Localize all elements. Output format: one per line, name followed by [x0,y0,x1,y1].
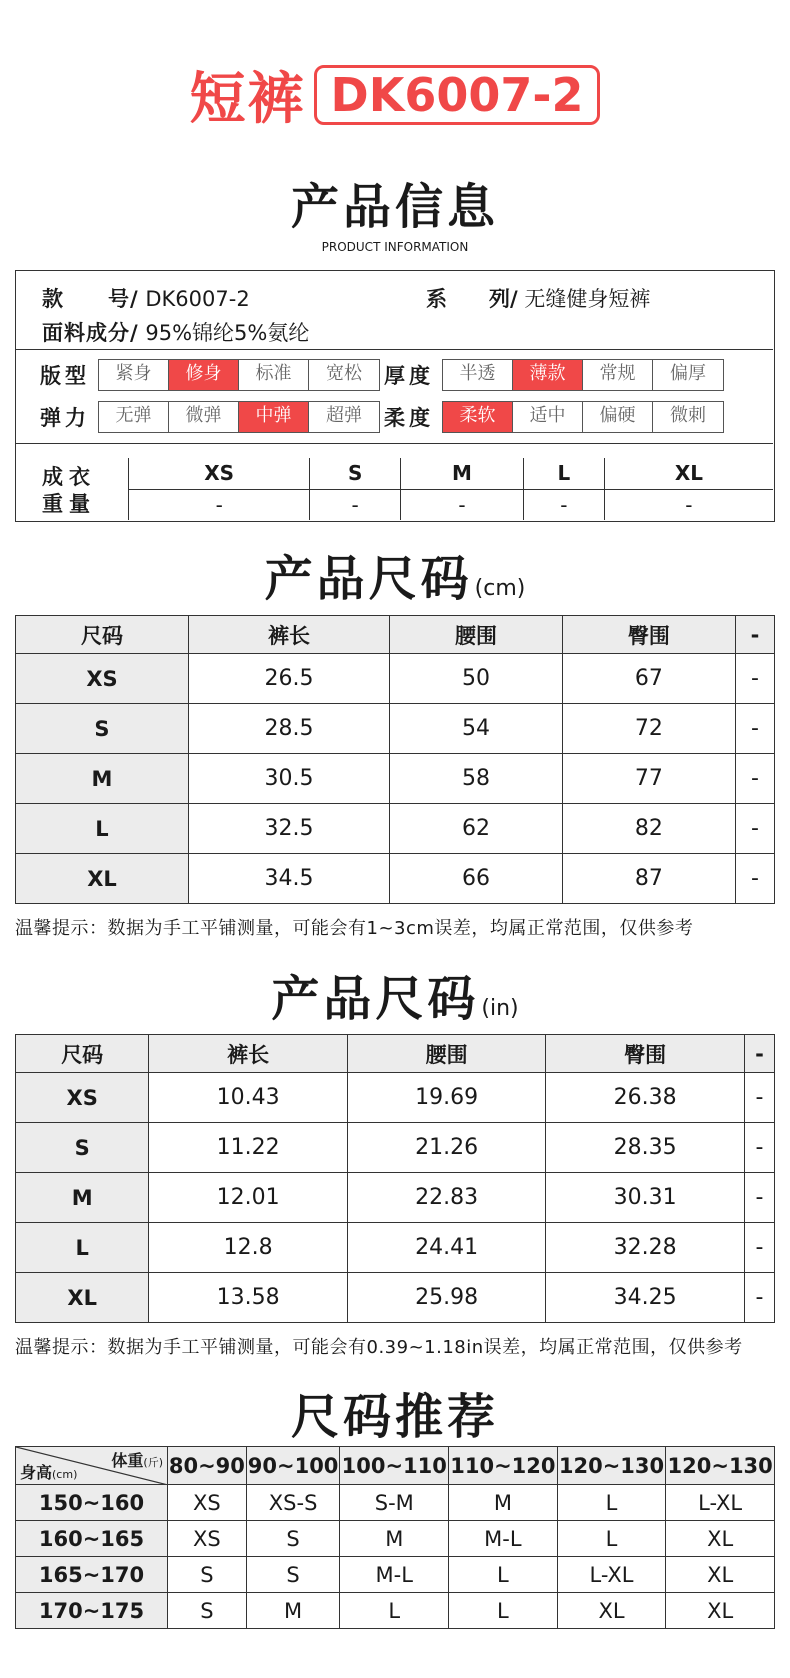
weight-value: - [523,489,604,520]
product-info-box [15,270,775,522]
table-cell: S [246,1521,340,1557]
table-cell: 30.5 [188,754,389,804]
size-recommend-title: 尺码推荐 [290,1389,499,1445]
thickness-option: 常规 [583,360,653,390]
size-cm-unit: (cm) [474,576,526,601]
table-cell: 34.5 [188,854,389,904]
table-cell: 19.69 [347,1073,545,1123]
table-cell: 11.22 [149,1123,347,1173]
table-row [16,704,775,754]
column-header: - [735,616,774,654]
table-header-row [16,1035,775,1073]
garment-weight-label: 成衣 重量 [42,465,96,516]
column-header: 臀围 [562,616,735,654]
table-cell: 34.25 [546,1273,744,1323]
product-info-title: 产品信息 [290,179,499,235]
table-row [16,654,775,704]
product-title: 短裤 [189,67,306,132]
table-cell: XL [666,1557,775,1593]
series-value: 无缝健身短裤 [524,287,651,311]
column-header: 臀围 [546,1035,744,1073]
table-cell: L [340,1593,449,1629]
table-row [16,854,775,904]
weight-value: - [400,489,523,520]
size-table-in [15,1034,775,1323]
size-cell: XL [16,854,189,904]
table-cell: 24.41 [347,1223,545,1273]
table-cell: - [744,1123,774,1173]
elasticity-attribute [40,401,380,433]
fit-option: 修身 [169,360,239,390]
fit-option: 标准 [239,360,309,390]
table-row [16,1073,775,1123]
weight-value: - [310,489,401,520]
fabric-value: 95%锦纶5%氨纶 [145,321,310,345]
table-cell: M [246,1593,340,1629]
column-header: 尺码 [16,1035,149,1073]
table-cell: L-XL [557,1557,666,1593]
softness-options [442,401,724,433]
size-table-cm [15,615,775,904]
thickness-option: 半透 [443,360,513,390]
table-cell: 50 [389,654,562,704]
weight-header: 110~120 [449,1447,558,1485]
table-cell: XL [666,1593,775,1629]
size-in-unit: (in) [481,996,519,1021]
table-cell: 67 [562,654,735,704]
table-cell: - [735,804,774,854]
table-cell: M [340,1521,449,1557]
elasticity-option: 超弹 [326,405,362,426]
table-cell: - [744,1273,774,1323]
table-cell: 66 [389,854,562,904]
table-header-row [16,616,775,654]
table-cell: S [246,1557,340,1593]
table-cell: XL [666,1521,775,1557]
table-cell: - [735,754,774,804]
weight-header: 100~110 [340,1447,449,1485]
info-divider [16,349,773,350]
table-cell: - [735,654,774,704]
size-cell: M [16,754,189,804]
table-cell: S-M [340,1485,449,1521]
table-row [16,754,775,804]
weight-size-header: M [400,458,523,489]
weight-axis-label: 体重(斤) [111,1451,163,1470]
elasticity-option: 无弹 [99,402,169,432]
table-row [16,1557,775,1593]
table-cell: XL [557,1593,666,1629]
height-axis-label: 身高(cm) [20,1463,78,1482]
height-cell: 150~160 [16,1485,168,1521]
weight-header: 120~130 [666,1447,775,1485]
table-cell: 72 [562,704,735,754]
weight-size-header: S [310,458,401,489]
series-label: 系 列/ [426,287,518,311]
measurement-note-in: 温馨提示：数据为手工平铺测量，可能会有0.39~1.18in误差，均属正常范围，仅供参考 [15,1337,743,1358]
fit-option: 紧身 [99,360,169,390]
table-cell: L-XL [666,1485,775,1521]
elasticity-option: 微弹 [169,402,239,432]
softness-option: 微刺 [670,405,706,426]
thickness-label: 厚度 [384,364,434,388]
style-number-value: DK6007-2 [145,287,250,311]
table-cell: 77 [562,754,735,804]
table-cell: XS [168,1521,247,1557]
garment-weight-grid [16,458,773,520]
table-cell: 12.8 [149,1223,347,1273]
table-row [16,1485,775,1521]
table-cell: 28.35 [546,1123,744,1173]
table-cell: S [168,1593,247,1629]
garment-weight-table [128,458,773,520]
fit-options [98,359,380,391]
table-cell: 10.43 [149,1073,347,1123]
softness-option: 柔软 [443,402,513,432]
size-cell: L [16,804,189,854]
weight-size-header: XS [129,458,310,489]
elasticity-option: 中弹 [239,402,309,432]
product-info-subtitle: PRODUCT INFORMATION [321,240,469,254]
thickness-option: 薄款 [513,360,583,390]
thickness-option: 偏厚 [670,363,706,384]
table-cell: L [557,1521,666,1557]
fabric-row [42,317,309,347]
column-header: 腰围 [389,616,562,654]
table-cell: 32.28 [546,1223,744,1273]
fabric-label: 面料成分/ [42,321,139,345]
fit-option: 宽松 [326,363,362,384]
table-cell: - [744,1173,774,1223]
size-cell: XS [16,654,189,704]
table-row [16,1521,775,1557]
fit-attribute [40,359,380,391]
table-cell: - [735,704,774,754]
table-cell: L [449,1557,558,1593]
fit-label: 版型 [40,364,90,388]
table-cell: M-L [449,1521,558,1557]
table-cell: 12.01 [149,1173,347,1223]
weight-size-header: XL [604,458,773,489]
height-cell: 160~165 [16,1521,168,1557]
table-cell: 30.31 [546,1173,744,1223]
page-header [0,55,790,135]
thickness-attribute [384,359,724,391]
size-cell: L [16,1223,149,1273]
table-cell: 82 [562,804,735,854]
table-cell: 13.58 [149,1273,347,1323]
weight-header: 90~100 [246,1447,340,1485]
table-row [16,804,775,854]
table-cell: 26.38 [546,1073,744,1123]
table-row [16,1223,775,1273]
corner-header [16,1447,168,1485]
measurement-note-cm: 温馨提示：数据为手工平铺测量，可能会有1~3cm误差，均属正常范围，仅供参考 [15,918,694,939]
table-cell: - [735,854,774,904]
series-row [426,283,650,313]
table-cell: L [557,1485,666,1521]
softness-option: 适中 [513,402,583,432]
table-cell: S [168,1557,247,1593]
weight-value: - [604,489,773,520]
weight-size-header: L [523,458,604,489]
style-number-label: 款 号/ [42,287,139,311]
table-cell: XS-S [246,1485,340,1521]
table-row [16,1123,775,1173]
table-cell: 22.83 [347,1173,545,1223]
size-cell: XL [16,1273,149,1323]
size-recommend-table [15,1446,775,1629]
table-cell: 87 [562,854,735,904]
weight-header: 80~90 [168,1447,247,1485]
product-code-badge: DK6007-2 [314,65,601,126]
table-cell: 32.5 [188,804,389,854]
size-in-title: 产品尺码(in) [271,971,519,1027]
size-cell: S [16,704,189,754]
size-cm-title: 产品尺码(cm) [264,551,526,607]
height-cell: 165~170 [16,1557,168,1593]
table-cell: 62 [389,804,562,854]
table-cell: L [449,1593,558,1629]
table-cell: XS [168,1485,247,1521]
column-header: 裤长 [188,616,389,654]
size-cell: XS [16,1073,149,1123]
size-cell: M [16,1173,149,1223]
table-cell: 54 [389,704,562,754]
table-cell: 28.5 [188,704,389,754]
table-cell: M [449,1485,558,1521]
weight-value: - [129,489,310,520]
table-cell: 26.5 [188,654,389,704]
softness-label: 柔度 [384,406,434,430]
table-cell: 58 [389,754,562,804]
column-header: - [744,1035,774,1073]
softness-attribute [384,401,724,433]
weight-header: 120~130 [557,1447,666,1485]
column-header: 裤长 [149,1035,347,1073]
elasticity-options [98,401,380,433]
info-divider [16,443,773,444]
table-cell: - [744,1073,774,1123]
column-header: 腰围 [347,1035,545,1073]
height-cell: 170~175 [16,1593,168,1629]
thickness-options [442,359,724,391]
table-cell: 25.98 [347,1273,545,1323]
size-cell: S [16,1123,149,1173]
elasticity-label: 弹力 [40,406,90,430]
table-cell: 21.26 [347,1123,545,1173]
column-header: 尺码 [16,616,189,654]
style-number-row [42,283,250,313]
table-row [16,1173,775,1223]
softness-option: 偏硬 [583,402,653,432]
table-row [16,1593,775,1629]
table-header-row [16,1447,775,1485]
table-row [16,1273,775,1323]
table-cell: M-L [340,1557,449,1593]
table-cell: - [744,1223,774,1273]
